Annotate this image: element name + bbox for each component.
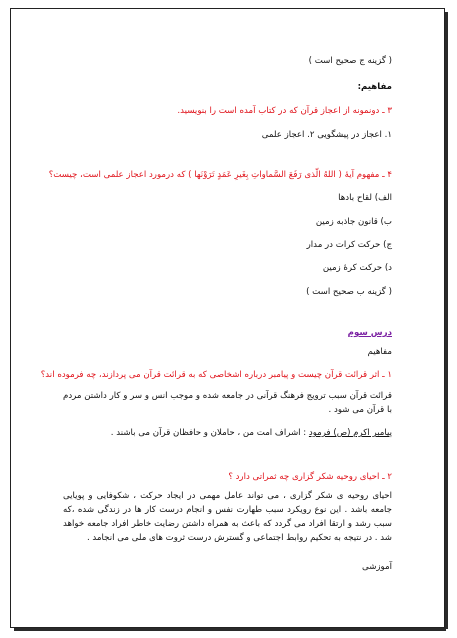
option-a: الف) لقاح بادها	[338, 193, 392, 203]
footer-word: آموزشی	[362, 562, 392, 572]
question-1: ۱ ـ اثر قرائت قرآن چیست و پیامبر درباره اشخاصی که به قرائت قرآن می پردازند، چه فرموده اند؟	[40, 370, 392, 380]
page-content	[40, 9, 392, 627]
concepts-heading-2: مفاهیم	[367, 347, 392, 357]
option-d: د) حرکت کرهٔ زمین	[322, 263, 392, 273]
answer-1: قرائت قرآن سبب ترویج فرهنگ قرآنی در جامعه شده و موجب انس و سر و کار داشتن مردم با قرآن می شود .	[63, 391, 392, 415]
question-2: ۲ ـ احیای روحیه شکر گزاری چه ثمراتی دارد ؟	[228, 472, 392, 482]
option-c: ج) حرکت کرات در مدار	[306, 240, 392, 250]
concepts-heading-1: مفاهیم:	[357, 82, 392, 92]
answer-3: ۱. اعجاز در پیشگویی ۲. اعجاز علمی	[261, 130, 392, 140]
answer-note-2: ( گزینه ب صحیح است )	[306, 287, 392, 297]
question-4: ۴ ـ مفهوم آیهٔ ( اللهُ الّذی رَفَعَ السَّماواتِ بِغَیرِ عَمَدٍ تَرَوْنَها ) که درمورد اعجاز علمی است، چیست؟	[48, 170, 392, 180]
document-page	[10, 8, 445, 628]
question-3: ۳ ـ دونمونه از اعجاز قرآن که در کتاب آمده است را بنویسید.	[177, 106, 392, 116]
prophet-quote-text: : اشراف امت من ، حاملان و حافظان قرآن می باشند .	[110, 428, 309, 438]
prophet-quote	[63, 427, 392, 439]
answer-note-1: ( گزینه ج صحیح است )	[308, 56, 392, 66]
prophet-quote-lead: پیامبر اکرم (ص) فرمود	[308, 428, 392, 438]
option-b: ب) قانون جاذبه زمین	[315, 217, 392, 227]
lesson-title: درس سوم	[347, 328, 392, 338]
answer-2: احیای روحیه ی شکر گزاری ، می تواند عامل مهمی در ایجاد حرکت ، شکوفایی و پویایی جامعه باشد . این نوع رویکرد سبب طهارت نفس و انجام درست کار ها در زندگی شده ،که سبب رشد و ارتقا افراد می گردد که باعث به همراه داشتن رضایت خاطر افراد جامعه خواهد شد . در نتیجه به تحکیم روابط اجتماعی و گسترش درست ثروت های ملی می انجامد .	[63, 491, 392, 543]
